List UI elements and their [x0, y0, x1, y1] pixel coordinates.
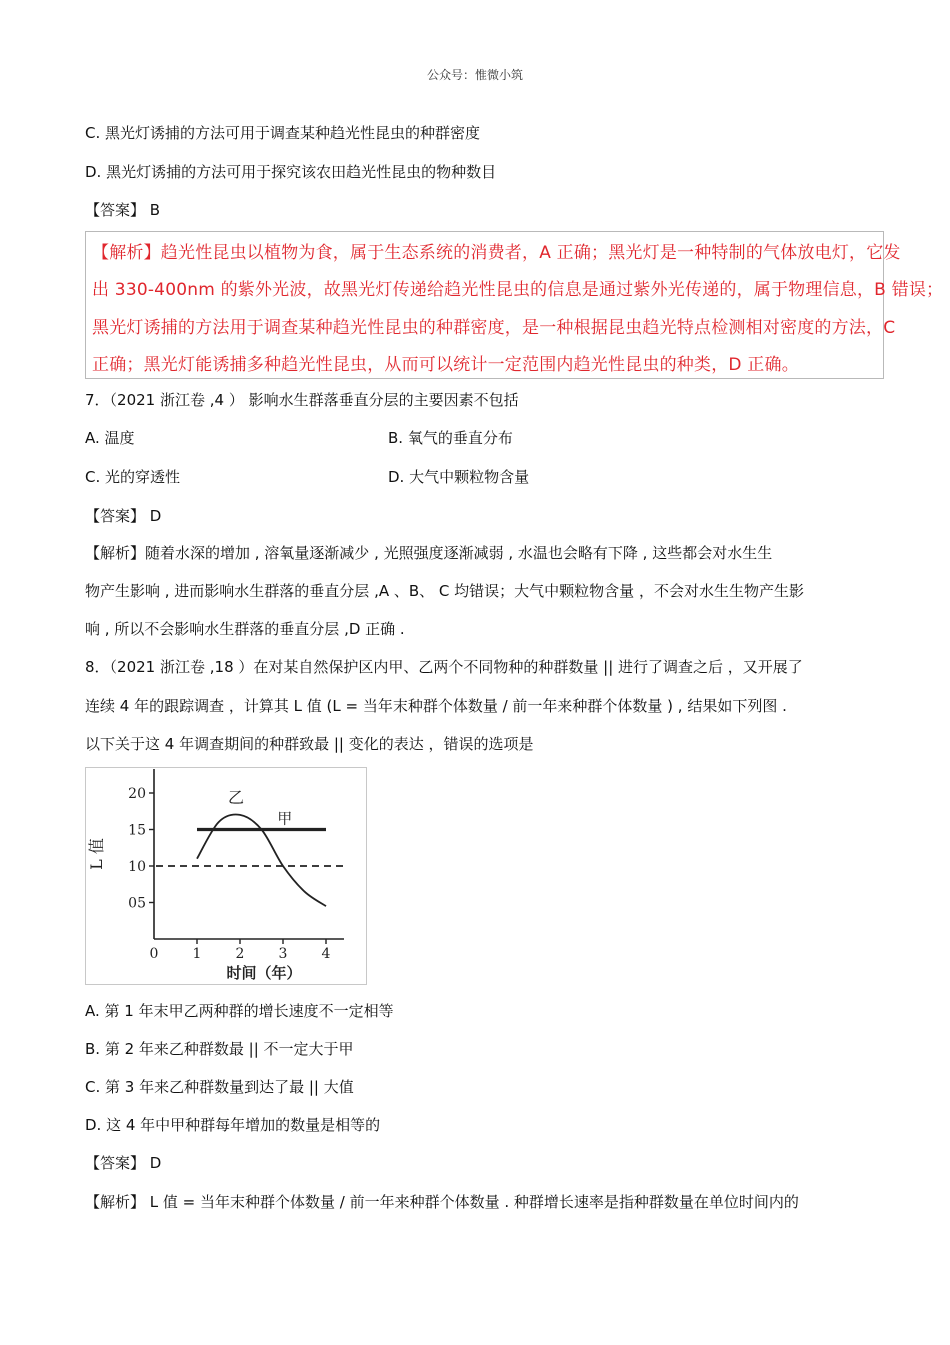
q8-answer: 【答案】 D	[85, 1154, 162, 1172]
q7-option-d: D. 大气中颗粒物含量	[388, 468, 530, 486]
l-value-chart	[85, 767, 367, 985]
q6-answer: 【答案】 B	[85, 201, 161, 219]
q7-option-b: B. 氧气的垂直分布	[388, 429, 513, 447]
q8-analysis: 【解析】 L 值 = 当年末种群个体数量 / 前一年来种群个体数量 . 种群增长速率是指种群数量在单位时间内的	[85, 1193, 799, 1211]
chart-y-tick-label: 20	[128, 786, 146, 802]
q8-stem-line: 8．（2021 浙江卷 ,18 ）在对某自然保护区内甲、乙两个不同物种的种群数量 || 进行了调查之后 ，又开展了	[85, 658, 803, 676]
chart-y-tick-label: 15	[128, 822, 146, 839]
q6-analysis-line: 【解析】趋光性昆虫以植物为食，属于生态系统的消费者，A 正确；黑光灯是一种特制的气体放电灯，它发	[92, 243, 901, 263]
q6-option-c: C. 黑光灯诱捕的方法可用于调查某种趋光性昆虫的种群密度	[85, 124, 481, 142]
q6-analysis-box	[85, 231, 944, 379]
q7-option-c: C. 光的穿透性	[85, 468, 181, 486]
q8-option-d: D. 这 4 年中甲种群每年增加的数量是相等的	[85, 1116, 381, 1134]
q8-stem-line: 连续 4 年的跟踪调查 ，计算其 L 值 (L = 当年末种群个体数量 / 前一年来种群个体数量 ) , 结果如下列图 .	[85, 697, 787, 715]
chart-x-tick-label: 4	[321, 946, 331, 962]
chart-series-label-yi: 乙	[227, 787, 245, 807]
chart-x-label: 时间（年）	[226, 964, 302, 982]
q8-option-c: C. 第 3 年来乙种群数量到达了最 || 大值	[85, 1078, 354, 1096]
chart-x-tick-label: 1	[192, 946, 202, 962]
q8-option-a: A. 第 1 年末甲乙两种群的增长速度不一定相等	[85, 1002, 394, 1020]
q7-analysis-line: 【解析】随着水深的增加 , 溶氧量逐渐减少 , 光照强度逐渐减弱 , 水温也会略有下降 , 这些都会对水生生	[85, 544, 773, 562]
chart-y-tick-label: 10	[128, 859, 146, 875]
chart-x-tick-label: 2	[235, 946, 245, 962]
q7-option-a: A. 温度	[85, 429, 135, 447]
q8-stem-line: 以下关于这 4 年调查期间的种群致最 || 变化的表达 ，错误的选项是	[85, 735, 534, 753]
q7-analysis-line: 物产生影响 , 进而影响水生群落的垂直分层 ,A 、B、 C 均错误；大气中颗粒物含量 ，不会对水生生物产生影	[85, 582, 804, 600]
q7-analysis-line: 响 , 所以不会影响水生群落的垂直分层 ,D 正确 .	[85, 620, 405, 638]
q7-answer: 【答案】 D	[85, 507, 162, 525]
l-value-chart-svg	[86, 768, 366, 984]
page-header: 公众号：惟微小筑	[426, 68, 523, 82]
q6-option-d: D. 黑光灯诱捕的方法可用于探究该农田趋光性昆虫的物种数目	[85, 163, 497, 181]
q7-stem: 7．（2021 浙江卷 ,4 ） 影响水生群落垂直分层的主要因素不包括	[85, 391, 519, 409]
chart-x-tick-label: 0	[149, 946, 159, 962]
q6-analysis-line: 正确；黑光灯能诱捕多种趋光性昆虫，从而可以统计一定范围内趋光性昆虫的种类，D 正确。	[92, 355, 799, 375]
q6-analysis-line: 黑光灯诱捕的方法用于调查某种趋光性昆虫的种群密度，是一种根据昆虫趋光特点检测相对密度的方法，C	[92, 318, 896, 338]
chart-y-label: L 值	[87, 838, 106, 870]
chart-y-tick-label: 05	[128, 895, 146, 912]
q8-option-b: B. 第 2 年来乙种群数最 || 不一定大于甲	[85, 1040, 354, 1058]
q6-analysis-line: 出 330-400nm 的紫外光波，故黑光灯传递给趋光性昆虫的信息是通过紫外光传递的，属于物理信息，B 错误；	[92, 280, 944, 300]
chart-series-label-jia: 甲	[277, 809, 293, 828]
chart-x-tick-label: 3	[278, 946, 288, 962]
